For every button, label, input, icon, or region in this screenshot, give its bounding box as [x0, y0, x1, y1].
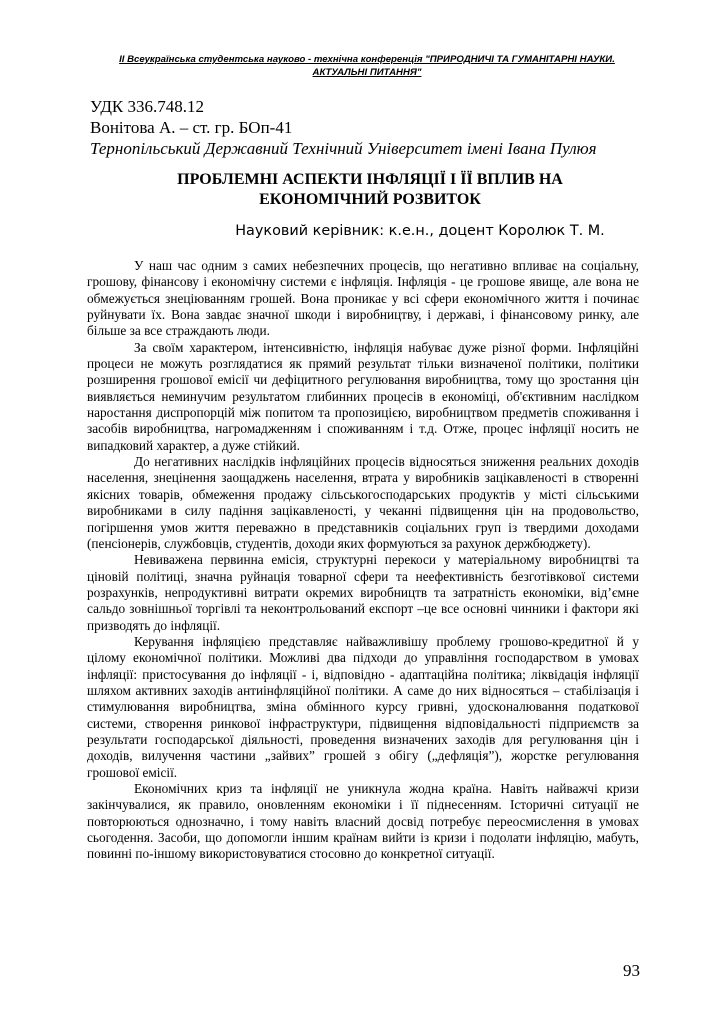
paper-title — [100, 170, 640, 210]
paper-body — [87, 258, 639, 863]
body-paragraph: Економічних криз та інфляції не уникнула жодна країна. Навіть найважчі кризи закінчувалися, як правило, оновленням економіки і її піднесенням. Історичні ситуації не повторюються однозначно, і тому навіть власний досвід потребує переосмислення в умовах сьогодення. Засоби, що допомогли іншим країнам вийти із кризи і подолати інфляцію, мабуть, повинні по-іншому використовуватися стосовно до конкретної ситуації. — [87, 781, 639, 862]
scientific-advisor: Науковий керівник: к.е.н., доцент Королюк Т. М. — [235, 223, 605, 239]
page-number: 93 — [623, 961, 640, 980]
title-line-1: ПРОБЛЕМНІ АСПЕКТИ ІНФЛЯЦІЇ І ЇЇ ВПЛИВ НА — [177, 171, 563, 188]
title-line-2: ЕКОНОМІЧНИЙ РОЗВИТОК — [259, 191, 481, 208]
body-paragraph: За своїм характером, інтенсивністю, інфляція набуває дуже різної форми. Інфляційні процеси не можуть розглядатися як прямий результат тільки визначеної політики, політики розширення грошової емісії чи дефіцитного регулювання виробництва, тому що зростання цін виявляється неминучим результатом глибинних процесів в економіці, об'єктивним наслідком наростання диспропорцій між попитом та пропозицією, виробництвом предметів споживання і засобів виробництва, нагромадженням і споживанням і т.д. Отже, процес інфляції носить не випадковий характер, а дуже стійкий. — [87, 339, 639, 453]
conference-header-line-2: АКТУАЛЬНІ ПИТАННЯ" — [312, 67, 422, 78]
author-line: Вонітова А. – ст. гр. БОп-41 — [90, 118, 293, 137]
affiliation: Тернопільський Державний Технічний Університет імені Івана Пулюя — [90, 139, 597, 158]
body-paragraph: До негативних наслідків інфляційних процесів відносяться зниження реальних доходів населення, знецінення заощаджень населення, втрата у виробників зацікавленості в створенні якісних товарів, обмеження продажу сільськогосподарських продуктів у місті сільськими виробниками в силу падіння зацікавленості, у чеканні підвищення цін на продовольство, погіршення умов життя переважно в представників соціальних груп із твердими доходами (пенсіонерів, службовців, студентів, доходи яких формуються за рахунок держбюджету). — [87, 454, 639, 551]
body-paragraph: Невиважена первинна емісія, структурні перекоси у матеріальному виробництві та ціновій політиці, значна руйнація товарної сфери та неефективність безготівкової системи розрахунків, непродуктивні витрати окремих виробництв та затратність економіки, від’ємне сальдо зовнішньої торгівлі та неконтрольований експорт –це все основні чинники і фактори які призводять до інфляції. — [87, 552, 639, 633]
udk-code: УДК 336.748.12 — [90, 97, 205, 116]
conference-header-line-1: ІІ Всеукраїнська студентська науково - технічна конференція "ПРИРОДНИЧІ ТА ГУМАНІТАРНІ НАУКИ. — [119, 54, 615, 65]
body-paragraph: Керування інфляцією представляє найважливішу проблему грошово-кредитної й у цілому економічної політики. Можливі два підходи до управління господарством в умовах інфляції: пристосування до інфляції - і, відповідно - адаптаційна політика; ліквідація інфляції шляхом активних заходів антиінфляційної політики. А саме до них відносяться – стабілізація і стимулювання виробництва, зміна обмінного курсу гривні, удосконалювання податкової системи, створення ринкової інфраструктури, підвищення відповідальності підприємств за результати господарської діяльності, проведення визначених заходів для регулювання цін і доходів, вилучення частини „зайвих” грошей з обігу („дефляція”), жорстке регулювання грошової емісії. — [87, 633, 639, 780]
article-meta — [90, 96, 650, 159]
conference-header — [60, 53, 674, 79]
body-paragraph: У наш час одним з самих небезпечних процесів, що негативно впливає на соціальну, грошову, фінансову і економічну системи є інфляція. Інфляція - це грошове явище, але вона не обмежується знеціюванням грошей. Вона проникає у всі сфери економічного життя і починає руйнувати їх. Вона завдає значної шкоди і виробництву, і державі, і фінансовому ринку, але більше за все страждають люди. — [87, 258, 639, 339]
